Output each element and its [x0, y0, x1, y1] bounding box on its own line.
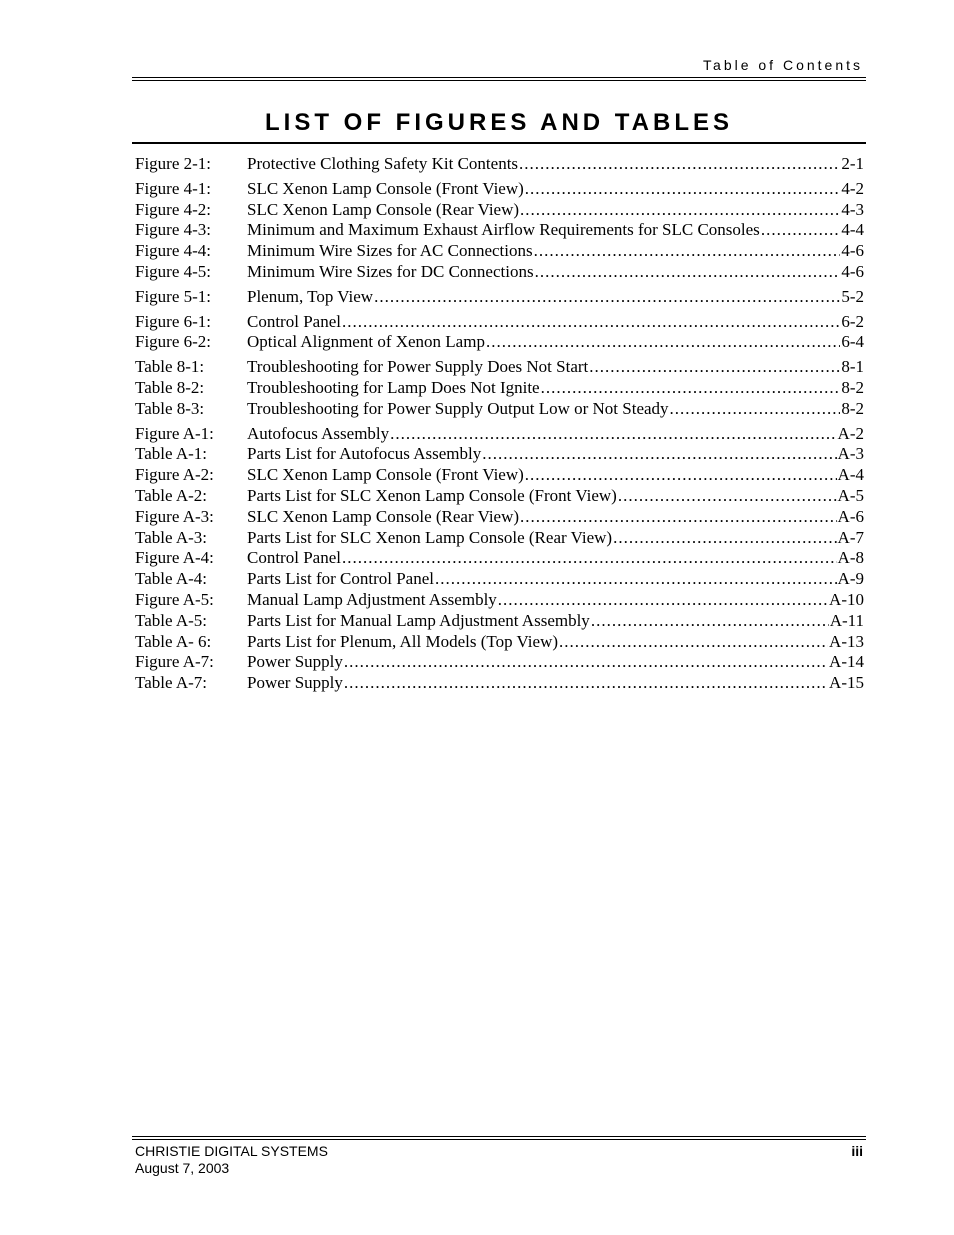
toc-entry-label: Figure 4-1: [135, 178, 212, 198]
toc-entry[interactable] [135, 179, 864, 200]
toc-entry-title: Optical Alignment of Xenon Lamp [247, 332, 485, 352]
toc-entry-title: Power Supply [247, 652, 343, 672]
toc-entry-label: Figure 2-1: [135, 154, 212, 173]
toc-entry-title: Parts List for Manual Lamp Adjustment Assembly [247, 610, 590, 630]
toc-entry-label: Figure 4-2: [135, 199, 212, 219]
toc-entry-page: 4-6 [841, 261, 864, 281]
footer-date: August 7, 2003 [135, 1160, 230, 1176]
toc-entry[interactable] [135, 378, 864, 399]
toc-group [135, 312, 864, 354]
toc-dot-leader [591, 611, 829, 632]
toc-dot-leader [482, 444, 836, 465]
footer-rule [132, 1136, 866, 1140]
toc-dot-leader [435, 569, 837, 590]
toc-dot-leader [589, 357, 840, 378]
toc-entry[interactable] [135, 528, 864, 549]
toc-group [135, 179, 864, 283]
toc-entry[interactable] [135, 312, 864, 333]
toc-entry[interactable] [135, 357, 864, 378]
toc-entry[interactable] [135, 200, 864, 221]
toc-entry[interactable] [135, 548, 864, 569]
toc-entry-label: Table A-5: [135, 610, 207, 630]
toc-entry-page: A-7 [837, 527, 864, 547]
toc-entry-title: Troubleshooting for Lamp Does Not Ignite [247, 377, 540, 397]
toc-entry-title: Control Panel [247, 548, 341, 568]
footer-page-number: iii [851, 1143, 863, 1159]
toc-dot-leader [559, 632, 828, 653]
toc-entry-label: Table A-3: [135, 527, 207, 547]
toc-dot-leader [670, 399, 841, 420]
toc-entry-label: Figure 5-1: [135, 286, 212, 306]
toc-entry-title: Parts List for Plenum, All Models (Top View) [247, 631, 559, 651]
toc-entry-label: Figure A-3: [135, 506, 214, 526]
toc-dot-leader [390, 424, 836, 445]
footer-info [135, 1143, 328, 1177]
toc-entry-title: Control Panel [247, 311, 341, 331]
toc-dot-leader [498, 590, 828, 611]
toc-entry-title: SLC Xenon Lamp Console (Front View) [247, 178, 524, 198]
toc-entry-page: 6-4 [841, 332, 864, 352]
toc-entry-title: SLC Xenon Lamp Console (Rear View) [247, 199, 520, 219]
toc-entry-label: Table A- 6: [135, 631, 212, 651]
toc-dot-leader [618, 486, 837, 507]
toc-entry-title: Parts List for SLC Xenon Lamp Console (Rear View) [247, 527, 613, 547]
toc-entry-title: Protective Clothing Safety Kit Contents [247, 154, 519, 173]
toc-entry[interactable] [135, 652, 864, 673]
page-title: LIST OF FIGURES AND TABLES [265, 109, 733, 136]
toc-entry-title: Parts List for Control Panel [247, 569, 434, 589]
toc-entry-page: A-14 [829, 652, 864, 672]
toc-entry-page: A-15 [829, 673, 864, 693]
toc-entry-label: Table A-7: [135, 673, 207, 693]
toc-entry-page: A-2 [837, 423, 864, 443]
toc-entry-label: Table 8-3: [135, 398, 205, 418]
toc-dot-leader [613, 528, 836, 549]
toc-entry-label: Table A-1: [135, 444, 207, 464]
toc-entry-title: Troubleshooting for Power Supply Output Low or Not Steady [247, 398, 669, 418]
toc-entry-page: A-3 [837, 444, 864, 464]
toc-dot-leader [344, 652, 828, 673]
toc-entry[interactable] [135, 611, 864, 632]
toc-entry-label: Table A-2: [135, 485, 207, 505]
toc-entry-label: Figure 4-3: [135, 220, 212, 240]
toc-entry-page: 6-2 [841, 311, 864, 331]
toc-entry-page: 4-3 [841, 199, 864, 219]
toc-dot-leader [761, 220, 841, 241]
toc-entry-label: Figure A-2: [135, 465, 214, 485]
toc-entry[interactable] [135, 486, 864, 507]
toc-dot-leader [486, 332, 840, 353]
toc-entry-page: 2-1 [841, 154, 864, 173]
toc-group [135, 154, 864, 175]
toc-entry-page: 8-2 [841, 398, 864, 418]
footer-company: CHRISTIE DIGITAL SYSTEMS [135, 1143, 328, 1159]
toc-entry-title: Parts List for Autofocus Assembly [247, 444, 482, 464]
toc-entry-page: 4-6 [841, 241, 864, 261]
toc-entry-title: Manual Lamp Adjustment Assembly [247, 589, 497, 609]
toc-entry-label: Figure A-1: [135, 423, 214, 443]
toc-entry-title: Plenum, Top View [247, 286, 374, 306]
toc-entry-page: A-8 [837, 548, 864, 568]
toc-entry[interactable] [135, 262, 864, 283]
toc-dot-leader [344, 673, 828, 694]
toc-entry-title: Minimum and Maximum Exhaust Airflow Requirements for SLC Consoles [247, 220, 760, 240]
toc-group [135, 357, 864, 419]
toc-entry-page: A-10 [829, 589, 864, 609]
toc-entry-title: Minimum Wire Sizes for DC Connections [247, 261, 534, 281]
toc-entry-label: Figure 4-4: [135, 241, 212, 261]
toc-group [135, 287, 864, 308]
toc-dot-leader [541, 378, 841, 399]
toc-entry[interactable] [135, 332, 864, 353]
toc-entry-page: A-4 [837, 465, 864, 485]
toc-entry-label: Figure 6-2: [135, 332, 212, 352]
toc-entry[interactable] [135, 424, 864, 445]
toc-entry[interactable] [135, 154, 864, 175]
toc-entry[interactable] [135, 220, 864, 241]
toc-dot-leader [535, 262, 841, 283]
toc-entry-page: A-11 [829, 610, 864, 630]
toc-entry-label: Table A-4: [135, 569, 207, 589]
toc-entry-page: A-5 [837, 485, 864, 505]
toc-entry[interactable] [135, 241, 864, 262]
toc-group [135, 424, 864, 694]
toc-entry-title: SLC Xenon Lamp Console (Front View) [247, 465, 524, 485]
toc-dot-leader [342, 548, 837, 569]
toc-entry[interactable] [135, 673, 864, 694]
toc-dot-leader [519, 154, 840, 175]
toc-entry-page: 4-2 [841, 178, 864, 198]
toc-entry-title: Troubleshooting for Power Supply Does Not Start [247, 357, 589, 377]
toc-entry-title: Parts List for SLC Xenon Lamp Console (Front View) [247, 485, 617, 505]
toc-entry-page: A-6 [837, 506, 864, 526]
toc-entry-page: 8-2 [841, 377, 864, 397]
toc-entry-label: Figure 6-1: [135, 311, 212, 331]
toc-entry-page: 5-2 [841, 286, 864, 306]
toc-entry-title: SLC Xenon Lamp Console (Rear View) [247, 506, 520, 526]
toc-entry-label: Figure A-4: [135, 548, 214, 568]
toc-entry[interactable] [135, 287, 864, 308]
toc-entry-page: 8-1 [841, 357, 864, 377]
toc-entry-label: Figure A-7: [135, 652, 214, 672]
toc-dot-leader [525, 465, 837, 486]
toc-entry[interactable] [135, 569, 864, 590]
toc-entry-label: Table 8-1: [135, 357, 205, 377]
header-rule [132, 77, 866, 81]
running-header: Table of Contents [703, 57, 863, 73]
toc-entry[interactable] [135, 507, 864, 528]
title-rule [132, 142, 866, 144]
toc-entry[interactable] [135, 465, 864, 486]
toc-entry-label: Figure 4-5: [135, 261, 212, 281]
toc-entry[interactable] [135, 632, 864, 653]
toc-dot-leader [525, 179, 841, 200]
toc-dot-leader [520, 507, 837, 528]
toc-entry-page: A-13 [829, 631, 864, 651]
toc-dot-leader [374, 287, 840, 308]
toc-entry[interactable] [135, 590, 864, 611]
toc-entry-page: 4-4 [841, 220, 864, 240]
toc-entry-page: A-9 [837, 569, 864, 589]
toc-entry[interactable] [135, 444, 864, 465]
toc-entry-label: Figure A-5: [135, 589, 214, 609]
toc-dot-leader [520, 200, 840, 221]
toc-entry[interactable] [135, 399, 864, 420]
toc-entry-title: Minimum Wire Sizes for AC Connections [247, 241, 533, 261]
toc-entry-title: Autofocus Assembly [247, 423, 390, 443]
toc-entry-label: Table 8-2: [135, 377, 205, 397]
toc-list [135, 154, 864, 698]
toc-entry-title: Power Supply [247, 673, 343, 693]
toc-dot-leader [342, 312, 840, 333]
toc-dot-leader [534, 241, 841, 262]
